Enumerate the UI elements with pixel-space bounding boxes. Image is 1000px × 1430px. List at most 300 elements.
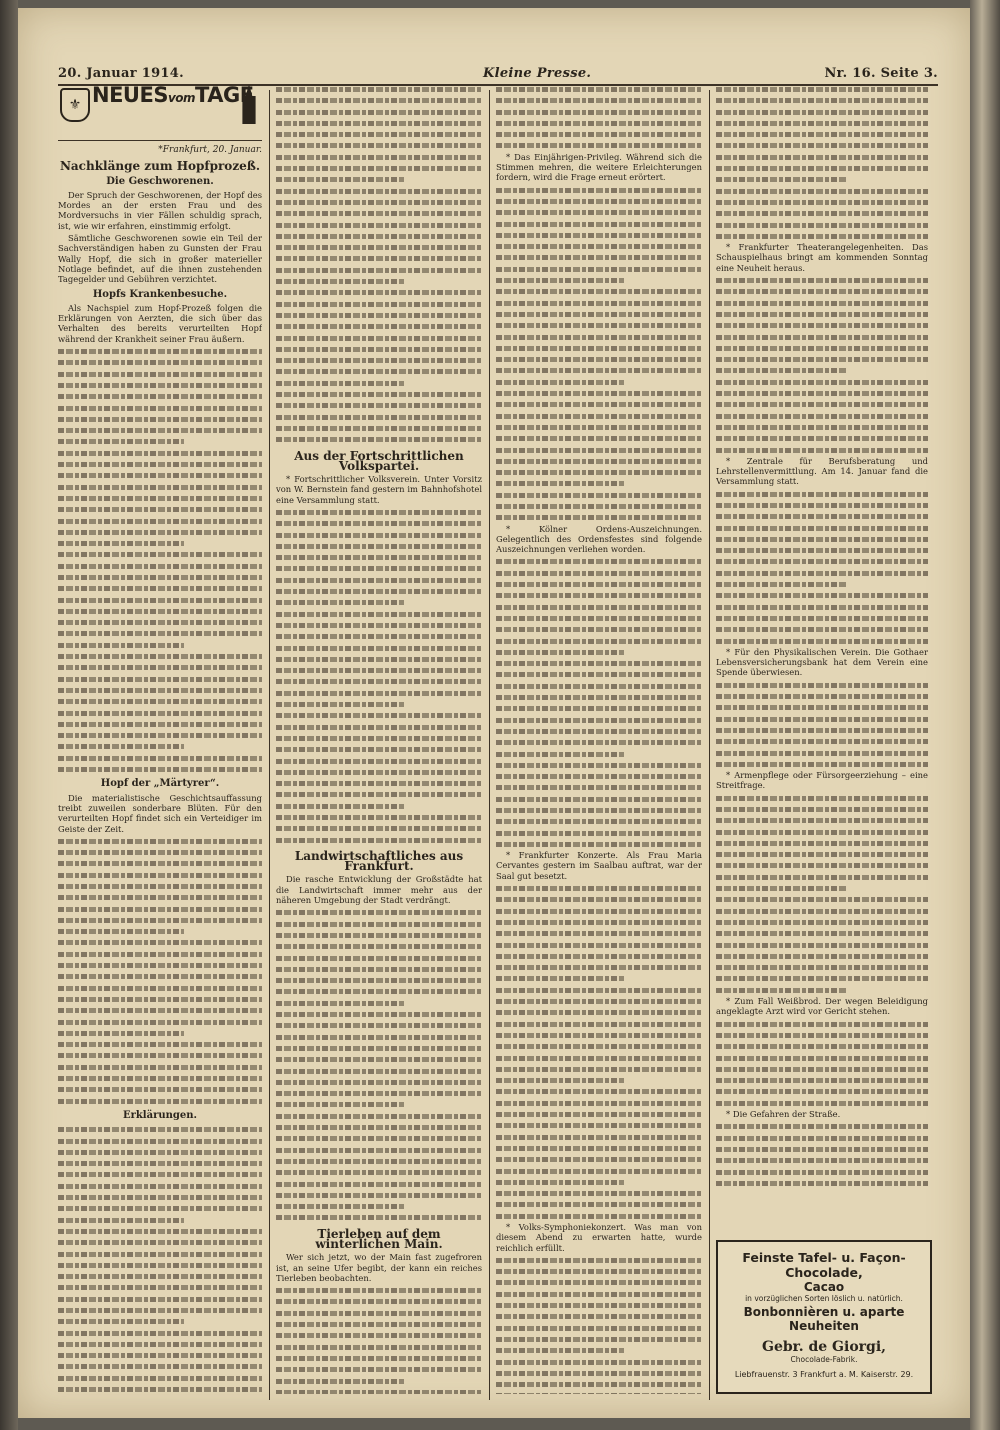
text-line [276, 541, 482, 551]
text-line [58, 1282, 262, 1292]
text-line [276, 1387, 482, 1394]
text-line [58, 1096, 262, 1106]
text-line [276, 276, 404, 286]
text-line [496, 219, 702, 229]
text-line [496, 230, 702, 240]
text-line [58, 1237, 262, 1247]
text-line [58, 380, 262, 390]
page-binding [0, 0, 18, 1430]
article-paragraph: Wer sich jetzt, wo der Main fast zugefroren ist, an seine Ufer begibt, der kann ein reiches Tierleben beobachten. [276, 1252, 482, 1283]
text-line [58, 1271, 262, 1281]
text-line [58, 448, 262, 458]
article-headline: Landwirtschaftliches aus Frankfurt. [294, 848, 464, 874]
text-block [276, 84, 482, 445]
text-line [58, 949, 262, 959]
text-line [58, 346, 262, 356]
text-line [58, 685, 262, 695]
text-line [496, 1109, 702, 1119]
text-line [716, 872, 928, 882]
text-line [276, 722, 482, 732]
text-line [58, 994, 262, 1004]
text-line [58, 1249, 262, 1259]
text-line [716, 1030, 928, 1040]
section-logo [58, 84, 262, 141]
text-line [276, 1308, 482, 1318]
text-line [496, 1255, 702, 1265]
text-line [496, 1086, 702, 1096]
text-line [276, 710, 482, 720]
text-line [716, 534, 928, 544]
text-line [58, 470, 262, 480]
text-line [496, 669, 702, 679]
text-line [58, 482, 262, 492]
text-block [496, 185, 702, 523]
text-line [58, 391, 262, 401]
text-line [58, 403, 262, 413]
column-1 [58, 84, 262, 1394]
text-line [276, 733, 482, 743]
text-line [496, 1154, 702, 1164]
text-line [276, 919, 482, 929]
text-line [716, 186, 928, 196]
text-line [496, 624, 702, 634]
text-line [58, 1350, 262, 1360]
text-line [496, 343, 702, 353]
text-line [276, 1066, 482, 1076]
text-line [716, 445, 928, 455]
column-rule [709, 90, 710, 1400]
text-line [276, 231, 482, 241]
text-line [716, 523, 928, 533]
ad-line: Cacao [803, 1280, 845, 1294]
text-line [496, 1064, 702, 1074]
text-line [276, 789, 482, 799]
column-rule [269, 90, 270, 1400]
text-line [496, 962, 702, 972]
ad-company: Gebr. de Giorgi, [761, 1339, 887, 1355]
text-line [716, 320, 928, 330]
text-line [496, 658, 702, 668]
text-line [716, 736, 928, 746]
text-line [276, 930, 482, 940]
text-line [276, 907, 482, 917]
text-line [716, 917, 928, 927]
text-line [496, 1041, 702, 1051]
text-line [276, 1319, 482, 1329]
text-line [276, 1122, 482, 1132]
city-seal-icon: ⚜ [60, 88, 90, 122]
text-line [496, 399, 702, 409]
text-line [276, 1054, 482, 1064]
text-line [58, 504, 262, 514]
text-line [496, 275, 624, 285]
text-block [276, 507, 482, 845]
text-line [58, 1147, 262, 1157]
text-line [58, 1039, 262, 1049]
text-line [276, 586, 482, 596]
text-line [496, 613, 702, 623]
text-line [58, 1181, 262, 1191]
text-line [276, 310, 482, 320]
text-line [276, 253, 482, 263]
text-block [716, 1121, 928, 1188]
article-paragraph: * Fortschrittlicher Volksverein. Unter Vorsitz von W. Bernstein fand gestern im Bahnhofshotel eine Versammlung statt. [276, 474, 482, 505]
text-line [716, 511, 928, 521]
text-line [276, 778, 482, 788]
text-line [716, 365, 847, 375]
text-line [276, 1077, 482, 1087]
text-line [58, 858, 262, 868]
text-line [58, 1294, 262, 1304]
text-line [716, 691, 928, 701]
text-line [276, 1201, 404, 1211]
text-block [276, 907, 482, 1222]
text-line [496, 828, 702, 838]
text-line [496, 490, 702, 500]
text-line [496, 940, 702, 950]
text-line [58, 561, 262, 571]
text-line [716, 815, 928, 825]
text-line [496, 839, 702, 849]
text-line [276, 140, 482, 150]
text-line [716, 748, 928, 758]
article-paragraph: * Volks-Symphoniekonzert. Was man von diesem Abend zu erwarten hatte, wurde reichlich erfüllt. [496, 1221, 702, 1253]
text-line [276, 609, 482, 619]
text-block [58, 836, 262, 1106]
text-block [496, 883, 702, 1221]
text-line [716, 208, 928, 218]
text-line [276, 676, 482, 686]
text-line [276, 975, 482, 985]
text-line [716, 197, 928, 207]
text-line [496, 241, 702, 251]
text-line [496, 794, 702, 804]
text-line [716, 624, 928, 634]
text-line [496, 1030, 702, 1040]
text-line [496, 1277, 702, 1287]
text-line [716, 118, 928, 128]
text-line [276, 389, 482, 399]
article-paragraph: Als Nachspiel zum Hopf-Prozeß folgen die Erklärungen von Aerzten, die sich über das Verhalten des bereits verurteilten Hopf während der Krankheit seiner Frau äußern. [58, 302, 262, 344]
text-line [276, 366, 482, 376]
text-block [496, 1255, 702, 1394]
text-block [716, 680, 928, 769]
text-line [58, 1169, 262, 1179]
text-line [276, 84, 482, 94]
text-line [716, 309, 928, 319]
article-paragraph: Sämtliche Geschworenen sowie ein Teil der Sachverständigen haben zu Gunsten der Frau Wally Hopf, die sich in großer materieller Notlage befindet, auf die ihnen zustehenden Tagegelder und Gebühren verzichtet. [58, 233, 262, 285]
text-line [276, 964, 482, 974]
text-line [496, 951, 702, 961]
text-line [716, 231, 928, 241]
text-line [276, 1342, 482, 1352]
article-headline: Nachklänge zum Hopfprozeß. [59, 159, 261, 174]
text-line [276, 1212, 482, 1222]
text-line [496, 1132, 702, 1142]
paper-name: Kleine Presse. [483, 66, 592, 81]
text-block [716, 489, 928, 646]
text-line [276, 152, 482, 162]
text-line [276, 174, 404, 184]
text-line [716, 84, 928, 94]
text-line [716, 422, 928, 432]
text-line [276, 321, 482, 331]
text-line [496, 1357, 702, 1367]
text-line [496, 388, 702, 398]
text-line [276, 597, 404, 607]
issue-date: 20. Januar 1914. [58, 66, 184, 81]
text-line [276, 518, 482, 528]
text-line [716, 220, 928, 230]
text-line [276, 434, 482, 444]
text-line [58, 847, 262, 857]
text-line [276, 1353, 482, 1363]
text-line [496, 1143, 702, 1153]
text-line [58, 628, 262, 638]
text-line [496, 467, 702, 477]
text-line [276, 631, 482, 641]
text-line [496, 906, 702, 916]
ad-address: Liebfrauenstr. 3 Frankfurt a. M. Kaiserstr. 29. [734, 1370, 914, 1379]
text-line [716, 399, 928, 409]
text-line [716, 411, 928, 421]
text-line [496, 1166, 702, 1176]
text-line [496, 737, 702, 747]
text-line [58, 606, 262, 616]
text-line [58, 1192, 262, 1202]
page-number: Nr. 16. Seite 3. [824, 66, 938, 81]
text-line [58, 1384, 262, 1394]
text-line [716, 377, 928, 387]
text-line [276, 299, 482, 309]
text-line [58, 527, 262, 537]
text-line [58, 764, 262, 774]
article-paragraph: * Für den Physikalischen Verein. Die Gothaer Lebensversicherungsbank hat dem Verein eine Spende überwiesen. [716, 646, 928, 678]
text-line [716, 804, 928, 814]
text-line [276, 378, 404, 388]
article-headline: Tierleben auf dem winterlichen Main. [315, 1226, 443, 1251]
text-line [58, 1305, 262, 1315]
text-line [496, 320, 702, 330]
text-line [716, 174, 847, 184]
text-line [276, 163, 482, 173]
text-line [716, 827, 928, 837]
text-line [716, 759, 928, 769]
section-logo-text: NEUESvomTAGE [92, 84, 254, 107]
text-line [496, 196, 702, 206]
text-line [496, 1266, 702, 1276]
text-line [58, 937, 262, 947]
text-line [496, 636, 702, 646]
ad-line: Bonbonnièren u. aparte Neuheiten [743, 1305, 905, 1333]
text-line [716, 107, 928, 117]
text-line [276, 654, 482, 664]
text-block [496, 84, 702, 151]
text-line [716, 489, 928, 499]
text-line [496, 354, 702, 364]
text-line [716, 940, 928, 950]
text-line [276, 620, 482, 630]
text-line [716, 928, 928, 938]
text-line [496, 782, 702, 792]
article-paragraph: * Zum Fall Weißbrod. Der wegen Beleidigung angeklagte Arzt wird vor Gericht stehen. [716, 996, 928, 1017]
text-line [496, 512, 702, 522]
text-line [58, 730, 262, 740]
ad-line: Feinste Tafel- u. Façon-Chocolade, [742, 1250, 906, 1280]
text-line [496, 129, 702, 139]
text-line [276, 1088, 482, 1098]
column-3 [496, 84, 702, 1394]
text-line [716, 140, 928, 150]
text-line [58, 1062, 262, 1072]
text-line [496, 1188, 702, 1198]
text-block [496, 556, 702, 849]
text-line [276, 688, 482, 698]
text-line [58, 1203, 262, 1213]
text-line [58, 836, 262, 846]
text-line [716, 714, 928, 724]
ad-note: Chocolade-Fabrik. [790, 1355, 858, 1364]
text-line [496, 1311, 702, 1321]
text-line [276, 744, 482, 754]
text-line [716, 849, 928, 859]
text-line [276, 530, 482, 540]
text-line [58, 583, 262, 593]
text-line [496, 703, 702, 713]
text-line [716, 725, 928, 735]
text-line [496, 456, 702, 466]
text-line [496, 883, 702, 893]
text-line [496, 422, 702, 432]
text-line [496, 1379, 702, 1389]
text-line [276, 1179, 482, 1189]
text-line [496, 1098, 702, 1108]
text-line [276, 1285, 482, 1295]
text-line [496, 1120, 702, 1130]
text-line [716, 163, 928, 173]
article-paragraph: * Die Gefahren der Straße. [726, 1109, 841, 1120]
text-line [276, 1032, 482, 1042]
column-4 [716, 84, 928, 1230]
text-line [496, 568, 702, 578]
text-line [276, 552, 482, 562]
text-line [716, 500, 928, 510]
text-line [496, 1019, 702, 1029]
text-line [276, 1020, 482, 1030]
text-line [276, 1190, 482, 1200]
text-line [716, 433, 928, 443]
sub-headline: Die Geschworenen. [106, 175, 214, 187]
text-line [58, 572, 262, 582]
text-line [58, 436, 184, 446]
text-block [58, 1124, 262, 1394]
text-line [276, 1376, 404, 1386]
text-line [58, 640, 184, 650]
text-line [276, 400, 482, 410]
text-line [58, 971, 262, 981]
text-line [58, 662, 262, 672]
text-line [276, 412, 482, 422]
text-line [496, 107, 702, 117]
text-line [276, 953, 482, 963]
text-line [58, 1073, 262, 1083]
text-line [716, 568, 928, 578]
text-line [496, 95, 702, 105]
text-line [716, 1133, 928, 1143]
text-line [276, 998, 404, 1008]
text-line [716, 680, 928, 690]
text-line [276, 699, 404, 709]
page-edge [970, 0, 1000, 1430]
text-line [58, 617, 262, 627]
text-line [496, 692, 702, 702]
column-rule [489, 90, 490, 1400]
article-paragraph: * Kölner Ordens-Auszeichnungen. Gelegentlich des Ordensfestes sind folgende Auszeichnungen verliehen worden. [496, 523, 702, 555]
text-line [496, 1390, 702, 1394]
text-line [276, 197, 482, 207]
text-line [58, 651, 262, 661]
text-line [496, 1334, 702, 1344]
text-line [496, 805, 702, 815]
text-line [276, 355, 482, 365]
text-line [496, 816, 702, 826]
text-line [716, 298, 928, 308]
text-line [716, 883, 847, 893]
text-line [496, 894, 702, 904]
text-line [716, 894, 928, 904]
text-line [716, 906, 928, 916]
text-line [496, 118, 702, 128]
text-line [716, 1041, 928, 1051]
text-line [276, 1099, 404, 1109]
text-line [496, 411, 702, 421]
text-line [58, 960, 262, 970]
text-line [716, 590, 928, 600]
text-line [58, 1226, 262, 1236]
text-block [716, 1019, 928, 1108]
text-line [276, 333, 482, 343]
text-line [276, 575, 482, 585]
text-line [496, 298, 702, 308]
text-line [58, 753, 262, 763]
text-line [496, 681, 702, 691]
text-line [276, 643, 482, 653]
text-line [58, 696, 262, 706]
text-line [716, 973, 928, 983]
chocolate-advertisement [716, 1240, 932, 1394]
text-line [716, 1098, 928, 1108]
text-line [496, 647, 624, 657]
text-line [496, 445, 702, 455]
text-line [496, 996, 702, 1006]
text-line [496, 207, 702, 217]
text-block [716, 275, 928, 455]
text-line [58, 1005, 262, 1015]
text-line [496, 264, 702, 274]
text-line [276, 941, 482, 951]
text-line [276, 423, 482, 433]
article-paragraph: * Das Einjährigen-Privileg. Während sich die Stimmen mehren, die weitere Erleichterungen fordern, wird die Frage erneut erörtert. [496, 151, 702, 183]
text-line [276, 767, 482, 777]
sub-headline: Hopfs Krankenbesuche. [92, 288, 228, 300]
text-line [276, 1133, 482, 1143]
text-line [58, 595, 262, 605]
article-paragraph: * Armenpflege oder Fürsorgeerziehung – eine Streitfrage. [716, 770, 928, 791]
text-line [276, 186, 482, 196]
column-2 [276, 84, 482, 1394]
text-line [276, 107, 482, 117]
text-line [496, 556, 702, 566]
